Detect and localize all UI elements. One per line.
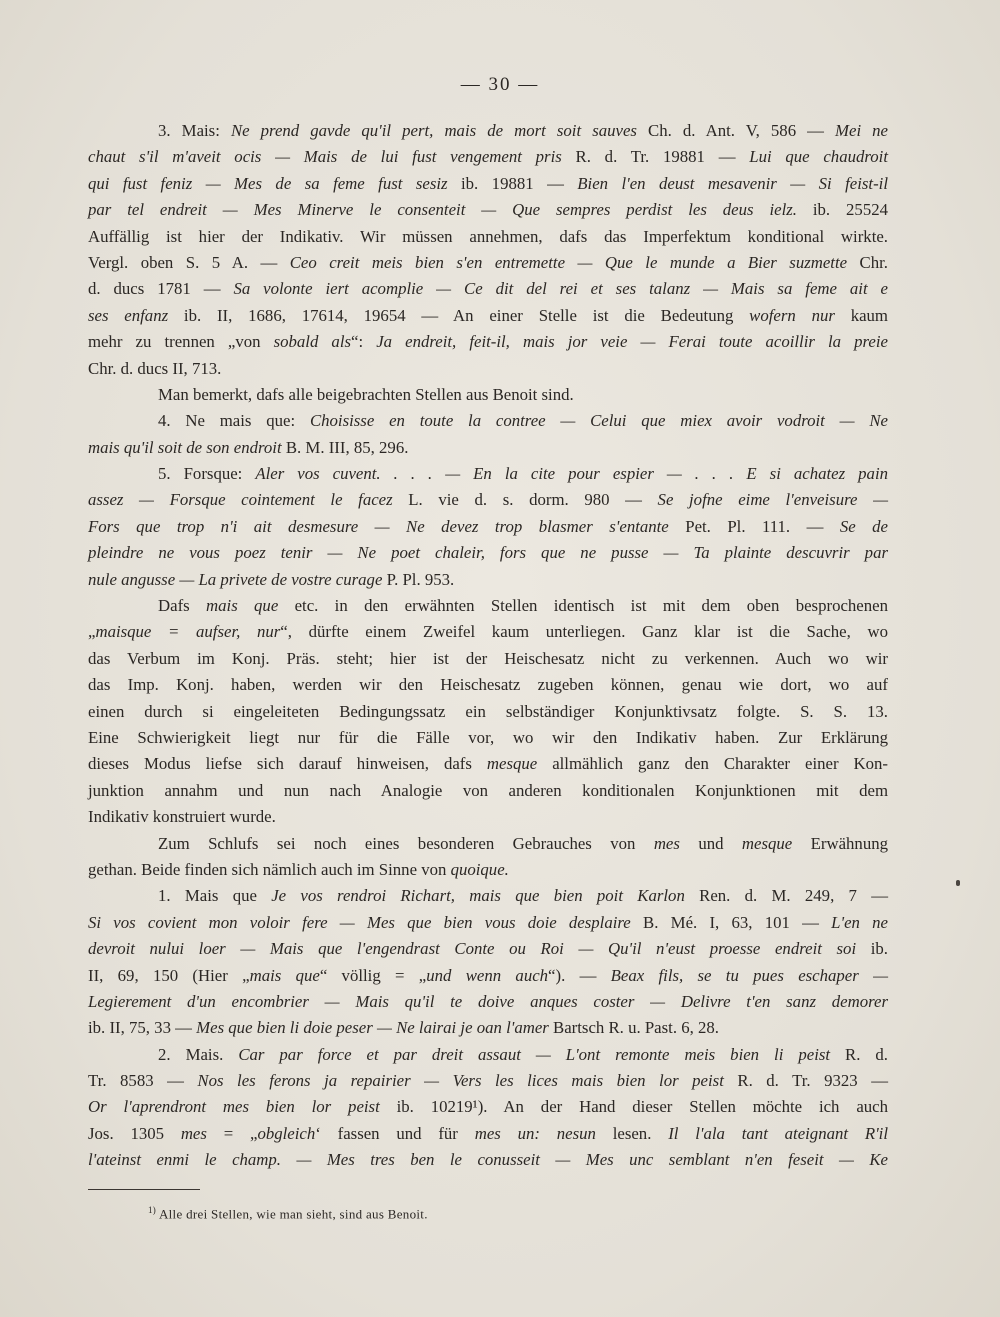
text-run: Jos. 1305 [88, 1123, 181, 1143]
text-line [88, 329, 888, 355]
text-run: Indikativ konstruiert wurde. [88, 807, 276, 827]
text-run: kaum [834, 305, 888, 325]
text-line [88, 1015, 888, 1041]
text-run: L. vie d. s. dorm. 980 — [392, 490, 658, 510]
italic-quote: Car par force et par dreit assaut — L'ont remonte meis bien li peist [238, 1044, 831, 1064]
italic-quote: Se jofne eime l'enveisure — [657, 490, 888, 510]
italic-quote: obgleich [257, 1123, 316, 1143]
italic-quote: L'en ne [831, 912, 889, 932]
text-line [88, 1147, 888, 1173]
italic-quote: Or l'aprendront mes bien lor peist [88, 1097, 380, 1117]
text-line [88, 751, 888, 777]
italic-quote: Mes que bien li doie peser — Ne lairai je oan l'amer [196, 1018, 549, 1038]
text-run: lesen. [595, 1123, 669, 1143]
text-line [88, 672, 888, 698]
text-run: Man bemerkt, dafs alle beigebrachten Stellen aus Benoit sind. [158, 384, 574, 404]
text-run: Auffällig ist hier der Indikativ. Wir müssen annehmen, dafs das Imperfektum konditional wirkte. [88, 226, 888, 246]
italic-quote: Ja endreit, feit-il, mais jor veie — Ferai toute acoillir la preie [376, 332, 888, 352]
text-run: B. M. III, 85, 296. [281, 437, 409, 457]
text-line [88, 857, 888, 883]
text-run: Zum Schlufs sei noch eines besonderen Gebrauches von [158, 833, 654, 853]
text-line [88, 778, 888, 804]
text-run: Pet. Pl. 111. — [668, 516, 840, 536]
italic-quote: quoique. [450, 859, 509, 879]
italic-quote: nule angusse — La privete de vostre curage [88, 569, 383, 589]
italic-quote: und wenn auch [426, 965, 549, 985]
text-line [88, 224, 888, 250]
text-run: Tr. 8583 — [88, 1071, 198, 1091]
text-run: etc. in den erwähnten Stellen identisch ist mit dem oben besprochenen [278, 596, 888, 616]
text-line [88, 883, 888, 909]
italic-quote: mes [653, 833, 680, 853]
text-run: ib. 19881 — [447, 173, 578, 193]
text-run: 5. Forsque: [158, 464, 256, 484]
text-run: “). — [548, 965, 611, 985]
text-run: junktion annahm und nun nach Analogie von anderen konditionalen Konjunktionen mit dem [88, 780, 888, 800]
text-run: P. Pl. 953. [382, 569, 455, 589]
text-line [88, 910, 888, 936]
italic-quote: Fors que trop n'i ait desmesure — Ne devez trop blasmer s'entante [88, 516, 669, 536]
text-run: ib. II, 75, 33 — [88, 1018, 197, 1038]
italic-quote: chaut s'il m'aveit ocis — Mais de lui fust vengement pris [88, 147, 562, 167]
italic-quote: Choisisse en toute la contree — Celui que miex avoir vodroit — Ne [309, 411, 888, 431]
text-run: mehr zu trennen „von [88, 332, 274, 352]
text-run: “, dürfte einem Zweifel kaum unterliegen. Ganz klar ist die Sache, wo [280, 622, 888, 642]
text-line [88, 1068, 888, 1094]
text-line [88, 804, 888, 830]
text-run: R. d. [830, 1044, 888, 1064]
text-line [88, 514, 888, 540]
text-run: ib. 10219¹). An der Hand dieser Stellen möchte ich auch [379, 1097, 888, 1117]
italic-quote: Sa volonte iert acomplie — Ce dit del rei et ses talanz — Mais sa feme ait e [233, 279, 888, 299]
text-line [88, 1094, 888, 1120]
italic-quote: par tel endreit — Mes Minerve le consenteit — Que sempres perdist les deus ielz. [88, 200, 797, 220]
text-run: ib. II, 1686, 17614, 19654 — An einer Stelle ist die Bedeutung [168, 305, 750, 325]
text-line [88, 936, 888, 962]
text-run: = „ [206, 1123, 258, 1143]
italic-quote: Bien l'en deust mesavenir — Si feist-il [577, 173, 888, 193]
text-line [88, 171, 888, 197]
text-line [88, 989, 888, 1015]
italic-quote: mais que [206, 596, 279, 616]
italic-quote: Nos les ferons ja repairier — Vers les lices mais bien lor peist [197, 1071, 724, 1091]
text-run: das Imp. Konj. haben, werden wir den Heischesatz zugeben können, genau wie dort, wo auf [88, 675, 888, 695]
text-run: Eine Schwierigkeit liegt nur für die Fälle vor, wo wir den Indikativ haben. Zur Erklärung [88, 727, 888, 747]
italic-quote: Legierement d'un encombrier — Mais qu'il te doive anques coster — Delivre t'en sanz demorer [88, 991, 888, 1011]
text-line [88, 1042, 888, 1068]
text-line [88, 250, 888, 276]
text-run: R. d. Tr. 9323 — [723, 1071, 888, 1091]
text-run: “ völlig = „ [319, 965, 427, 985]
text-line [88, 725, 888, 751]
italic-quote: mesque [741, 833, 793, 853]
text-run: und [679, 833, 742, 853]
italic-quote: Beax fils, se tu pues eschaper — [610, 965, 889, 985]
text-line [88, 197, 888, 223]
ink-speck [956, 880, 960, 886]
text-run: II, 69, 150 (Hier „ [88, 965, 250, 985]
body-text [88, 118, 888, 1174]
text-run: R. d. Tr. 19881 — [561, 147, 750, 167]
text-run: “: [351, 332, 377, 352]
text-line [88, 646, 888, 672]
italic-quote: Ne prend gavde qu'il pert, mais de mort soit sauves [230, 121, 637, 140]
italic-quote: Se de [839, 516, 888, 536]
text-line [88, 435, 888, 461]
italic-quote: mes un: nesun [474, 1123, 596, 1143]
text-line [88, 1121, 888, 1147]
italic-quote: Il l'ala tant ateignant R'il [668, 1123, 888, 1143]
italic-quote: mais qu'il soit de son endroit [88, 437, 282, 457]
italic-quote: Je vos rendroi Richart, mais que bien poit Karlon [271, 886, 685, 906]
italic-quote: maisque = aufser, nur [95, 622, 281, 642]
text-run: ib. 25524 [796, 200, 888, 220]
text-run: Ch. d. Ant. V, 586 — [636, 121, 836, 140]
footnote-mark: 1) [148, 1205, 157, 1215]
text-line [88, 567, 888, 593]
italic-quote: mes [180, 1123, 207, 1143]
text-run: d. ducs 1781 — [88, 279, 234, 299]
italic-quote: l'ateinst enmi le champ. — Mes tres ben le conusseit — Mes unc semblant n'en feseit — Ke [88, 1150, 888, 1170]
text-run: B. Mé. I, 63, 101 — [630, 912, 832, 932]
text-run: Erwähnung [792, 833, 888, 853]
italic-quote: Lui que chaudroit [749, 147, 888, 167]
text-run: allmählich ganz den Charakter einer Kon- [537, 754, 888, 774]
text-run: ib. [856, 939, 888, 959]
text-line [88, 276, 888, 302]
text-run: 4. Ne mais que: [158, 411, 310, 431]
text-run: dieses Modus liefse sich darauf hinweisen, dafs [88, 754, 487, 774]
text-line [88, 461, 888, 487]
text-line [88, 356, 888, 382]
text-run: 1. Mais que [158, 886, 272, 906]
italic-quote: Si vos covient mon voloir fere — Mes que bien vous doie desplaire [88, 912, 631, 932]
italic-quote: assez — Forsque cointement le facez [88, 490, 393, 510]
text-run: Bartsch R. u. Past. 6, 28. [548, 1018, 719, 1038]
text-run: Ren. d. M. 249, 7 — [684, 886, 888, 906]
text-run: 2. Mais. [158, 1044, 239, 1064]
italic-quote: mesque [486, 754, 538, 774]
text-run: „ [88, 622, 96, 642]
text-line [88, 118, 888, 144]
text-run: Dafs [158, 596, 207, 616]
text-run: 3. Mais: [158, 121, 231, 140]
text-line [88, 593, 888, 619]
text-run: gethan. Beide finden sich nämlich auch im Sinne von [88, 859, 451, 879]
text-line [88, 303, 888, 329]
text-run: einen durch si eingeleiteten Bedingungssatz ein selbständiger Konjunktivsatz folgte. S. S. 13. [88, 701, 888, 721]
page-number: — 30 — [460, 74, 540, 95]
italic-quote: wofern nur [749, 305, 835, 325]
footnote [148, 1205, 428, 1222]
text-line [88, 487, 888, 513]
text-line [88, 831, 888, 857]
text-run: ‘ fassen und für [315, 1123, 475, 1143]
text-run: das Verbum im Konj. Präs. steht; hier ist der Heischesatz nicht zu verkennen. Auch wo wir [88, 648, 888, 668]
text-line [88, 963, 888, 989]
text-run: Vergl. oben S. 5 A. — [88, 252, 290, 272]
text-line [88, 540, 888, 566]
italic-quote: qui fust feniz — Mes de sa feme fust sesiz [88, 173, 448, 193]
italic-quote: Mei ne [835, 121, 889, 140]
italic-quote: mais que [249, 965, 320, 985]
italic-quote: pleindre ne vous poez tenir — Ne poet chaleir, fors que ne pusse — Ta plainte descuvrir par [88, 543, 888, 563]
text-line [88, 382, 888, 408]
text-run: Chr. [847, 252, 888, 272]
text-line [88, 144, 888, 170]
text-run: Chr. d. ducs II, 713. [88, 358, 222, 378]
text-line [88, 619, 888, 645]
italic-quote: devroit nului loer — Mais que l'engendrast Conte ou Roi — Qu'il n'eust proesse endreit soi [88, 939, 857, 959]
italic-quote: sobald als [273, 332, 352, 352]
text-line [88, 408, 888, 434]
text-line [88, 699, 888, 725]
italic-quote: Aler vos cuvent. . . . — En la cite pour espier — . . . E si achatez pain [255, 464, 888, 484]
footnote-text: Alle drei Stellen, wie man sieht, sind aus Benoit. [158, 1206, 428, 1222]
italic-quote: Ceo creit meis bien s'en entremette — Que le munde a Bier suzmette [289, 252, 848, 272]
footnote-rule [88, 1189, 200, 1190]
italic-quote: ses enfanz [88, 305, 169, 325]
